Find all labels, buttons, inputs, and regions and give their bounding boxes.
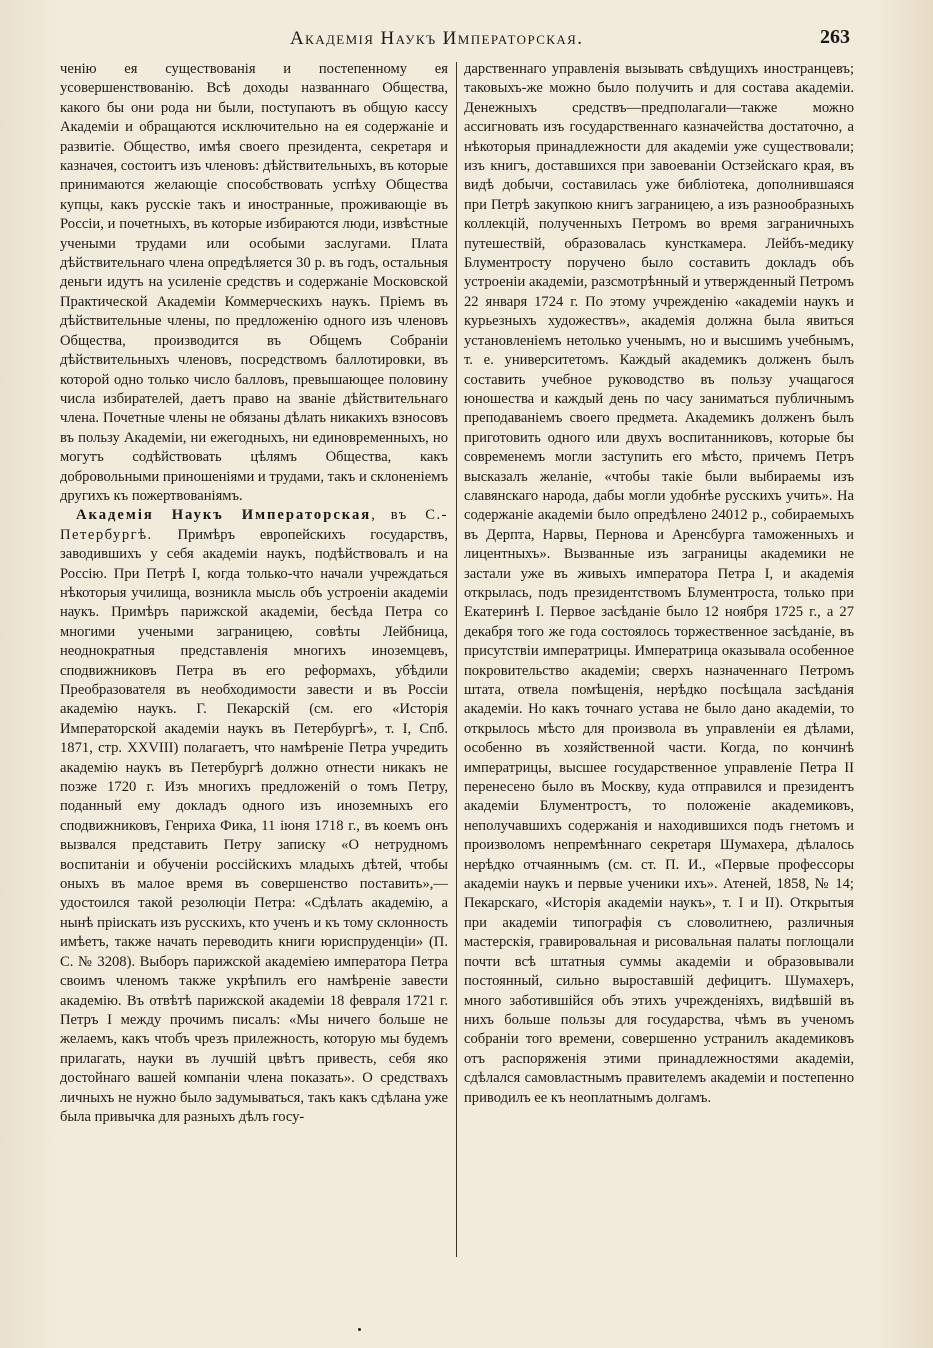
entry-heading: Академія Наукъ Императорская — [76, 507, 372, 524]
entry-city: въ С.-Петербургѣ. — [60, 507, 448, 543]
column-divider — [456, 62, 457, 1257]
entry-text: Примѣръ европейскихъ государствъ, заводившихъ у себя академіи наукъ, подѣйствовалъ и на Россію. При Петрѣ I, когда только-что начали учреждаться нѣкоторыя училища, возникла мысль объ устроеніи академіи наукъ. Примѣръ парижской академіи, бесѣда Петра со многими учеными заграницею, совѣты Лейбница, неоднократныя представленія многихъ иноземцевъ, сподвижниковъ Петра въ его реформахъ, убѣдили Преобразователя въ необходимости завести и въ Россіи академію наукъ. Г. Пекарскій (см. его «Исторія Императорской академіи наукъ въ Петербургѣ», т. I, Спб. 1871, стр. XXVIII) полагаетъ, что намѣреніе Петра учредить академію наукъ въ Петербургѣ должно отнести никакъ не позже 1720 г. Изъ многихъ предложеній о томъ Петру, поданный ему докладъ одного изъ иноземныхъ его сподвижниковъ, Генриха Фика, 11 іюня 1718 г., въ коемъ онъ вызвался представить Петру записку «О нетрудномъ воспитаніи и обученіи россійскихъ младыхъ дѣтей, чтобы оныхъ въ малое время въ совершенство поставить»,—удостоился такой резолюціи Петра: «Сдѣлать академію, а нынѣ пріискать изъ русскихъ, кто ученъ и къ тому склонность имѣетъ, также начать переводить книги юриспруденціи» (П. С. № 3208). Выборъ парижской академіею императора Петра своимъ членомъ также укрѣпилъ его намѣреніе завести академію. Въ отвѣтѣ парижской академіи 18 февраля 1721 г. Петръ I между прочимъ писалъ: «Мы ничего больше не желаемъ, какъ чтобъ чрезъ прилежность, которую мы будемъ прилагать, науки въ лучшій цвѣтъ привесть, себя яко достойнаго вашей компаніи члена показать». О средствахъ личныхъ не нужно было задумываться, такъ какъ сдѣлана уже была привычка для разныхъ дѣлъ госу- — [60, 526, 448, 1125]
page-number: 263 — [820, 26, 850, 48]
entry-paragraph: Академія Наукъ Императорская, въ С.-Петербургѣ. Примѣръ европейскихъ государствъ, заводившихъ у себя академіи наукъ, подѣйствовалъ и на Россію. При Петрѣ I, когда только-что начали учреждаться нѣкоторыя училища, возникла мысль объ устроеніи академіи наукъ. Примѣръ парижской академіи, бесѣда Петра со многими учеными заграницею, совѣты Лейбница, неоднократныя представленія многихъ иноземцевъ, сподвижниковъ Петра въ его реформахъ, убѣдили Преобразователя въ необходимости завести и въ Россіи академію наукъ. Г. Пекарскій (см. его «Исторія Императорской академіи наукъ въ Петербургѣ», т. I, Спб. 1871, стр. XXVIII) полагаетъ, что намѣреніе Петра учредить академію наукъ въ Петербургѣ должно отнести никакъ не позже 1720 г. Изъ многихъ предложеній о томъ Петру, поданный ему докладъ одного изъ иноземныхъ его сподвижниковъ, Генриха Фика, 11 іюня 1718 г., въ коемъ онъ вызвался представить Петру записку «О нетрудномъ воспитаніи и обученіи россійскихъ младыхъ дѣтей, чтобы оныхъ въ малое время въ совершенство поставить»,—удостоился такой резолюціи Петра: «Сдѣлать академію, а нынѣ пріискать изъ русскихъ, кто ученъ и къ тому склонность имѣетъ, также начать переводить книги юриспруденціи» (П. С. № 3208). Выборъ парижской академіею императора Петра своимъ членомъ также укрѣпилъ его намѣреніе завести академію. Въ отвѣтѣ парижской академіи 18 февраля 1721 г. Петръ I между прочимъ писалъ: «Мы ничего больше не желаемъ, какъ чтобъ чрезъ прилежность, которую мы будемъ прилагать, науки въ лучшій цвѣтъ привесть, себя яко достойнаго вашей компаніи члена показать». О средствахъ личныхъ не нужно было задумываться, такъ какъ сдѣлана уже была привычка для разныхъ дѣлъ госу- — [60, 507, 448, 1125]
running-title: Академія Наукъ Императорская. — [290, 28, 584, 49]
page-mark — [358, 1328, 361, 1331]
page-header — [60, 24, 850, 54]
right-column — [464, 60, 854, 1265]
left-column — [60, 60, 448, 1265]
paragraph: дарственнаго управленія вызывать свѣдущихъ иностранцевъ; таковыхъ-же можно было получить и для состава академіи. Денежныхъ средствъ—предполагали—также можно ассигновать изъ государственнаго казначейства достаточно, а нѣкоторыя принадлежности для академіи уже существовали; изъ книгъ, доставшихся при завоеваніи Остзейскаго края, въ видѣ добычи, составилась уже библіотека, дополнившаяся при Петрѣ закупкою книгъ заграницею, а изъ разнообразныхъ коллекцій, полученныхъ Петромъ во время заграничныхъ путешествій, образовалась кунсткамера. Лейбъ-медику Блументросту поручено было составить докладъ объ устроеніи академіи, разсмотрѣнный и утвержденный Петромъ 22 января 1724 г. По этому учрежденію «академіи наукъ и курьезныхъ художествъ», академія должна была явиться установленіемъ нетолько ученымъ, но и высшимъ учебнымъ, т. е. университетомъ. Каждый академикъ долженъ былъ составить учебное руководство въ пользу учащагося юношества и каждый день по часу заниматься публичнымъ преподаваніемъ своего предмета. Академикъ долженъ былъ приготовить одного или двухъ воспитанниковъ, которые бы современемъ могли заступить его мѣсто, причемъ Петръ высказалъ желаніе, «чтобы такіе были выбираемы изъ славянскаго народа, дабы могли удобнѣе русскихъ учить». На содержаніе академіи было опредѣлено 24012 р., собираемыхъ въ Дерпта, Нарвы, Пернова и Аренсбурга таможенныхъ и лицентныхъ». Вызванные изъ заграницы академики не застали уже въ живыхъ императора Петра I, и академія открылась, подъ президентствомъ Блументроста, только при Екатеринѣ I. Первое засѣданіе было 12 ноября 1725 г., а 27 декабря того же года состоялось торжественное засѣданіе, въ присутствіи императрицы. Императрица оказывала особенное покровительство академіи; сверхъ назначеннаго Петромъ штата, отвела помѣщенія, нерѣдко посѣщала засѣданія академіи. Но какъ точнаго устава не было дано академіи, то открылось мѣсто для произвола въ управленіи ея дѣлами, особенно въ хозяйственной части. Когда, по кончинѣ императрицы, высшее государственное управленіе Петра II перенесено было въ Москву, куда отправился и президентъ академіи Блументростъ, то положеніе академиковъ, неполучавшихъ содержанія и находившихся подъ гнетомъ и произволомъ непремѣннаго секретаря Шумахера, дѣлалось нерѣдко отчаяннымъ (см. ст. П. И., «Первые профессоры академіи наукъ и первые ученики ихъ». Атеней, 1858, № 14; Пекарскаго, «Исторія академіи наукъ», т. I и II). Открытыя при академіи типографія съ словолитнею, различныя мастерскія, гравировальная и рисовальная палаты поглощали почти всѣ штатныя суммы академіи и образовывали постоянный, сильно выроставшій дефицитъ. Шумахеръ, много заботившійся объ этихъ учрежденіяхъ, видѣвшій въ нихъ больше пользы для государства, чѣмъ въ ученомъ собраніи того времени, совершенно устранилъ академиковъ отъ распоряженія этими принадлежностями академіи, сдѣлался самовластнымъ правителемъ академіи и постепенно приводилъ ее къ неоплатнымъ долгамъ. — [464, 61, 854, 1106]
paragraph: ченію ея существованія и постепенному ея усовершенствованію. Всѣ доходы названнаго Общества, какого бы они рода ни были, поступаютъ въ общую кассу Академіи и обращаются исключительно на ея содержаніе и развитіе. Общество, имѣя своего президента, секретаря и казначея, состоитъ изъ членовъ: дѣйствительныхъ, въ которые принимаются желающіе способствовать успѣху Общества купцы, какъ русскіе такъ и иностранные, проживающіе въ Россіи, и почетныхъ, въ которые избираются люди, извѣстные учеными трудами или особыми заслугами. Плата дѣйствительнаго члена опредѣляется 30 р. въ годъ, остальныя деньги идутъ на усиленіе средствъ и содержаніе Московской Практической Академіи Коммерческихъ наукъ. Пріемъ въ дѣйствительные члены, по предложенію одного изъ членовъ Общества, производится въ Общемъ Собраніи дѣйствительныхъ членовъ, посредствомъ баллотировки, въ которой одно только число балловъ, превышающее половину числа избирателей, даетъ право на званіе дѣйствительнаго члена. Почетные члены не обязаны дѣлать никакихъ взносовъ въ пользу Академіи, ни ежегодныхъ, ни единовременныхъ, но могутъ содѣйствовать цѣлямъ Общества, какъ добровольными приношеніями и трудами, такъ и склоненіемъ другихъ къ пожертвованіямъ. — [60, 61, 448, 504]
